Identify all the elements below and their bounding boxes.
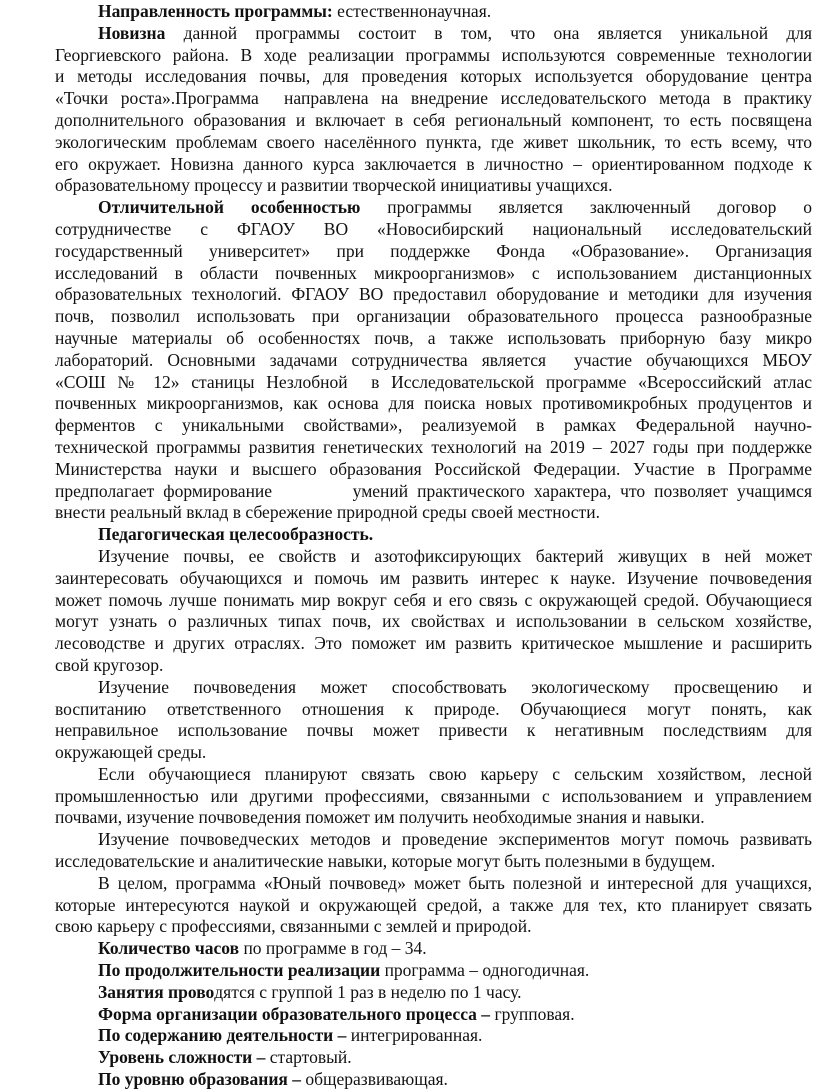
line-text: свою карьеру с профессиями, связанными с землей и природой. xyxy=(55,916,532,937)
text-line xyxy=(55,502,812,524)
text-line xyxy=(55,568,812,590)
line-text: данной программы состоит в том, что она является уникальной для xyxy=(165,22,812,43)
line-text: почвенных микроорганизмов, как основа для поиска новых противомикробных продуцентов и xyxy=(55,393,812,414)
text-line xyxy=(55,132,812,154)
line-text: исследовательские и аналитические навыки, которые могут быть полезными в будущем. xyxy=(55,851,716,872)
line-text: исследований в области почвенных микроорганизмов» с использованием дистанционных xyxy=(55,262,812,283)
line-text: групповая. xyxy=(490,1003,575,1024)
line-text: ферментов с уникальными свойствами», реализуемой в рамках Федеральной научно- xyxy=(55,415,812,436)
text-line xyxy=(55,938,812,960)
line-text: окружающей среды. xyxy=(55,742,207,763)
bold-lead: По продолжительности реализации xyxy=(98,960,381,981)
line-text: промышленностью или другими профессиями, связанными с использованием и управлением xyxy=(55,785,812,806)
text-line xyxy=(55,263,812,285)
line-text: внести реальный вклад в сбережение природной среды своей местности. xyxy=(55,502,600,523)
line-text: Изучение почвоведческих методов и проведение экспериментов могут помочь развивать xyxy=(98,829,812,850)
text-line xyxy=(55,764,812,786)
line-text: общеразвивающая. xyxy=(301,1069,448,1090)
text-line xyxy=(55,350,812,372)
text-line xyxy=(55,677,812,699)
line-text: Изучение почвоведения может способствовать экологическому просвещению и xyxy=(98,676,812,697)
text-line xyxy=(55,23,812,45)
bold-lead: Отличительной особенностью xyxy=(98,197,361,218)
text-line xyxy=(55,611,812,633)
bold-lead: Форма организации образовательного процесса – xyxy=(98,1003,491,1024)
text-line xyxy=(55,154,812,176)
line-text: может помочь лучше понимать мир вокруг себя и его связь с окружающей средой. Обучающиеся xyxy=(55,589,812,610)
text-line xyxy=(55,1004,812,1026)
line-text: заинтересовать обучающихся и помочь им развить интерес к науке. Изучение почвоведения xyxy=(55,567,812,588)
line-text: научные материалы об особенностях почв, а также использовать приборную базу микро xyxy=(55,327,812,348)
text-line xyxy=(55,807,812,829)
text-line xyxy=(55,241,812,263)
text-line xyxy=(55,481,812,503)
text-line xyxy=(55,655,812,677)
line-text: почв, позволил использовать при организации образовательного процесса разнообразные xyxy=(55,306,812,327)
line-text: которые интересуются наукой и окружающей средой, а также для тех, кто планирует связать xyxy=(55,894,812,915)
line-text: лесоводстве и других отраслях. Это поможет им развить критическое мышление и расширить xyxy=(55,633,812,654)
line-text: Изучение почвы, ее свойств и азотофиксирующих бактерий живущих в ней может xyxy=(98,545,812,566)
line-text: государственный университет» при поддержке Фонда «Образование». Организация xyxy=(55,240,812,261)
line-text: и методы исследования почвы, для проведения которых используется оборудование центра xyxy=(55,66,812,87)
text-line xyxy=(55,197,812,219)
line-text: «СОШ № 12» станицы Незлобной в Исследовательской программе «Всероссийский атлас xyxy=(55,371,812,392)
text-line xyxy=(55,415,812,437)
line-text: его окружает. Новизна данного курса заключается в личностно – ориентированном подходе к xyxy=(55,153,812,174)
text-line xyxy=(55,328,812,350)
bold-lead: Занятия прово xyxy=(98,981,215,1002)
line-text: свой кругозор. xyxy=(55,654,164,675)
line-text: лабораторий. Основными задачами сотрудничества является участие обучающихся МБОУ xyxy=(55,349,812,370)
document-page xyxy=(55,1,812,1091)
text-line xyxy=(55,1,812,23)
text-line xyxy=(55,372,812,394)
line-text: стартовый. xyxy=(265,1047,352,1068)
line-text: В целом, программа «Юный почвовед» может быть полезной и интересной для учащихся, xyxy=(98,872,812,893)
text-line xyxy=(55,633,812,655)
text-line xyxy=(55,219,812,241)
bold-lead: Новизна xyxy=(98,22,166,43)
line-text: предполагает формирование умений практического характера, что позволяет учащимся xyxy=(55,480,812,501)
text-line xyxy=(55,175,812,197)
line-text: почвами, изучение почвоведения поможет им получить необходимые знания и навыки. xyxy=(55,807,705,828)
text-line xyxy=(55,524,812,546)
text-line xyxy=(55,284,812,306)
bold-lead: По содержанию деятельности – xyxy=(98,1025,347,1046)
line-text: дятся с группой 1 раз в неделю по 1 часу. xyxy=(214,981,522,1002)
text-line xyxy=(55,110,812,132)
text-line xyxy=(55,306,812,328)
line-text: образовательных технологий. ФГАОУ ВО предоставил оборудование и методики для изучения xyxy=(55,284,812,305)
bold-lead: Направленность программы: xyxy=(98,1,333,21)
text-line xyxy=(55,786,812,808)
line-text: Георгиевского района. В ходе реализации программы используются современные технологии xyxy=(55,44,812,65)
text-line xyxy=(55,437,812,459)
text-line xyxy=(55,1025,812,1047)
line-text: программа – одногодичная. xyxy=(380,960,590,981)
text-line xyxy=(55,829,812,851)
text-line xyxy=(55,720,812,742)
bold-lead: Количество часов xyxy=(98,938,240,959)
text-line xyxy=(55,851,812,873)
text-line xyxy=(55,873,812,895)
line-text: «Точки роста».Программа направлена на внедрение исследовательского метода в практику xyxy=(55,88,812,109)
text-line xyxy=(55,546,812,568)
bold-lead: По уровню образования – xyxy=(98,1069,302,1090)
text-line xyxy=(55,590,812,612)
text-line xyxy=(55,982,812,1004)
text-line xyxy=(55,393,812,415)
line-text: образовательному процессу и развитии творческой инициативы учащихся. xyxy=(55,175,613,196)
line-text: могут узнать о различных типах почв, их свойствах и использовании в сельском хозяйстве, xyxy=(55,611,812,632)
bold-lead: Уровень сложности – xyxy=(98,1047,266,1068)
text-line xyxy=(55,459,812,481)
line-text: интегрированная. xyxy=(346,1025,483,1046)
text-line xyxy=(55,699,812,721)
line-text: сотрудничестве с ФГАОУ ВО «Новосибирский национальный исследовательский xyxy=(55,218,812,239)
text-line xyxy=(55,916,812,938)
line-text: неправильное использование почвы может привести к негативным последствиям для xyxy=(55,720,812,741)
line-text: экологическим проблемам своего населённого пункта, где живет школьник, то есть всему, что xyxy=(55,131,812,152)
line-text: программы является заключенный договор о xyxy=(360,197,812,218)
bold-lead: Педагогическая целесообразность. xyxy=(98,524,374,545)
line-text: по программе в год – 34. xyxy=(239,938,427,959)
text-line xyxy=(55,960,812,982)
text-line xyxy=(55,66,812,88)
text-line xyxy=(55,1047,812,1069)
text-line xyxy=(55,45,812,67)
line-text: технической программы развития генетических технологий на 2019 – 2027 годы при поддержке xyxy=(55,436,812,457)
line-text: естественнонаучная. xyxy=(332,1,492,21)
line-text: Министерства науки и высшего образования Российской Федерации. Участие в Программе xyxy=(55,458,812,479)
line-text: воспитанию ответственного отношения к природе. Обучающиеся могут понять, как xyxy=(55,698,812,719)
text-line xyxy=(55,88,812,110)
text-line xyxy=(55,895,812,917)
text-line xyxy=(55,742,812,764)
line-text: дополнительного образования и включает в себя региональный компонент, то есть посвящена xyxy=(55,109,812,130)
line-text: Если обучающиеся планируют связать свою карьеру с сельским хозяйством, лесной xyxy=(98,763,812,784)
text-line xyxy=(55,1069,812,1091)
